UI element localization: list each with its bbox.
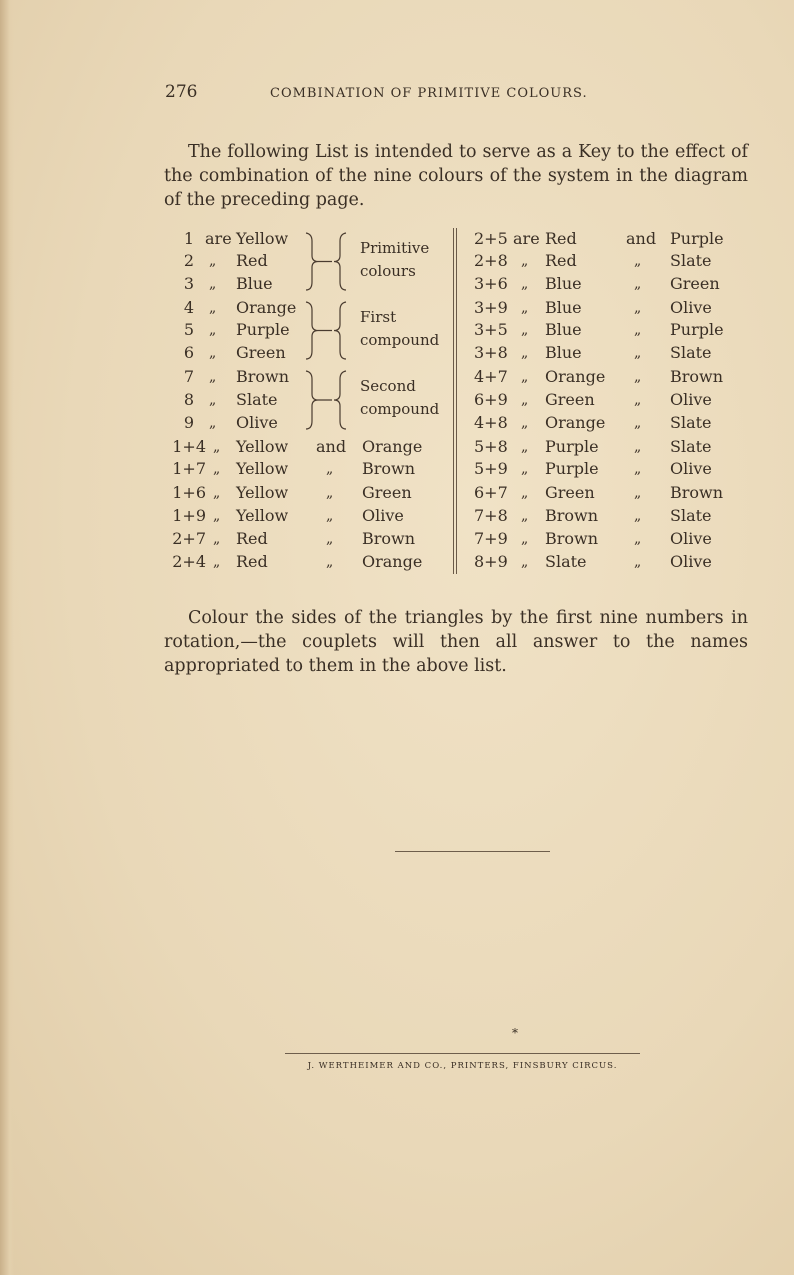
- ditto-mark: „: [634, 276, 642, 292]
- colour-name: Brown: [362, 459, 416, 478]
- ditto-mark: „: [634, 253, 642, 269]
- key-number: 7: [183, 367, 194, 386]
- ditto-mark: „: [326, 554, 334, 570]
- colour-name: Slate: [670, 413, 712, 432]
- colour-name: Purple: [545, 459, 599, 478]
- connector: „: [521, 253, 529, 269]
- page-header: [165, 82, 745, 106]
- outro-paragraph: [164, 606, 748, 678]
- colour-name: Blue: [545, 274, 582, 293]
- connector: „: [213, 461, 221, 477]
- are-word: are: [513, 229, 540, 248]
- connector: „: [521, 369, 529, 385]
- ditto-mark: „: [326, 508, 334, 524]
- key-number: 8: [183, 390, 194, 409]
- group-brace: [296, 300, 356, 361]
- group-label-line2: colours: [360, 262, 416, 280]
- pair-number: 1+4: [172, 437, 206, 456]
- key-number: 3: [183, 274, 194, 293]
- connector: „: [213, 554, 221, 570]
- pair-number: 4+8: [474, 413, 508, 432]
- colour-name: Blue: [545, 343, 582, 362]
- group-brace: [296, 369, 356, 431]
- colour-name: Green: [236, 343, 286, 362]
- colour-name: Blue: [236, 274, 273, 293]
- colour-name: Green: [670, 274, 720, 293]
- pair-number: 2+5: [474, 229, 508, 248]
- footer-rule: [285, 1053, 640, 1054]
- connector: „: [521, 300, 529, 316]
- and-word: and: [626, 229, 657, 248]
- outro-text: Colour the sides of the triangles by the first nine numbers in rotation,—the couplets will then all answer to the names appropriated to them in the above list.: [164, 607, 748, 676]
- column-divider: [453, 228, 457, 574]
- ditto-mark: „: [326, 485, 334, 501]
- pair-number: 4+7: [474, 367, 508, 386]
- pair-number: 1+7: [172, 459, 206, 478]
- ditto-mark: „: [326, 461, 334, 477]
- key-number: 5: [183, 320, 194, 339]
- colour-name: Olive: [670, 552, 712, 571]
- colour-name: Brown: [670, 483, 724, 502]
- pair-number: 1+6: [172, 483, 206, 502]
- colour-name: Orange: [545, 367, 606, 386]
- colour-name: Brown: [545, 529, 599, 548]
- connector: „: [521, 345, 529, 361]
- page-edge-shadow: [0, 0, 14, 1275]
- key-number: 1: [183, 229, 194, 248]
- pair-number: 3+8: [474, 343, 508, 362]
- colour-name: Yellow: [236, 229, 289, 248]
- pair-number: 2+4: [172, 552, 206, 571]
- key-number: 9: [183, 413, 194, 432]
- colour-name: Olive: [670, 390, 712, 409]
- colour-name: Olive: [362, 506, 404, 525]
- intro-paragraph: [164, 140, 748, 212]
- pair-number: 8+9: [474, 552, 508, 571]
- connector: „: [521, 461, 529, 477]
- colour-name: Red: [236, 529, 268, 548]
- connector: „: [209, 300, 217, 316]
- connector: „: [213, 508, 221, 524]
- ditto-mark: „: [634, 415, 642, 431]
- colour-name: Slate: [236, 390, 278, 409]
- colour-name: Slate: [670, 506, 712, 525]
- colour-name: Green: [545, 483, 595, 502]
- connector: „: [521, 485, 529, 501]
- connector: „: [209, 276, 217, 292]
- section-rule: [395, 851, 550, 852]
- connector: „: [521, 415, 529, 431]
- colour-name: Purple: [670, 229, 724, 248]
- ditto-mark: „: [634, 485, 642, 501]
- group-label-line2: compound: [360, 400, 440, 418]
- colour-name: Olive: [670, 459, 712, 478]
- colour-name: Slate: [670, 343, 712, 362]
- colour-name: Red: [236, 552, 268, 571]
- connector: „: [209, 392, 217, 408]
- ditto-mark: „: [634, 322, 642, 338]
- pair-number: 7+8: [474, 506, 508, 525]
- group-label-line2: compound: [360, 331, 440, 349]
- pair-number: 7+9: [474, 529, 508, 548]
- ditto-mark: „: [634, 439, 642, 455]
- group-label-line1: First: [360, 308, 397, 326]
- connector: „: [213, 531, 221, 547]
- connector: „: [521, 322, 529, 338]
- colour-name: Yellow: [236, 437, 289, 456]
- colour-name: Green: [362, 483, 412, 502]
- colour-name: Purple: [236, 320, 290, 339]
- ditto-mark: „: [634, 392, 642, 408]
- page-number: 276: [165, 82, 198, 102]
- pair-number: 3+5: [474, 320, 508, 339]
- ditto-mark: „: [326, 531, 334, 547]
- colour-name: Olive: [236, 413, 278, 432]
- group-label-line1: Primitive: [360, 239, 430, 257]
- colour-name: Slate: [670, 437, 712, 456]
- ditto-mark: „: [634, 461, 642, 477]
- group-brace: [296, 231, 356, 292]
- connector: „: [209, 322, 217, 338]
- intro-text: The following List is intended to serve as a Key to the effect of the combination of the nine colours of the system in the diagram of the preceding page.: [164, 141, 748, 210]
- pair-number: 2+7: [172, 529, 206, 548]
- connector: „: [521, 439, 529, 455]
- colour-name: Olive: [670, 529, 712, 548]
- printer-imprint: J. WERTHEIMER AND CO., PRINTERS, FINSBURY CIRCUS.: [307, 1061, 618, 1071]
- colour-name: Red: [545, 229, 577, 248]
- pair-number: 3+6: [474, 274, 508, 293]
- colour-name: Red: [236, 251, 268, 270]
- connector: „: [209, 369, 217, 385]
- pair-number: 6+9: [474, 390, 508, 409]
- pair-number: 5+8: [474, 437, 508, 456]
- colour-name: Brown: [362, 529, 416, 548]
- colour-name: Blue: [545, 320, 582, 339]
- key-number: 2: [183, 251, 194, 270]
- connector: „: [521, 531, 529, 547]
- connector: „: [521, 554, 529, 570]
- colour-name: Orange: [545, 413, 606, 432]
- key-number: 4: [183, 298, 194, 317]
- running-title: COMBINATION OF PRIMITIVE COLOURS.: [270, 86, 588, 101]
- connector: „: [521, 392, 529, 408]
- colour-name: Yellow: [236, 459, 289, 478]
- colour-name: Slate: [670, 251, 712, 270]
- pair-number: 2+8: [474, 251, 508, 270]
- colour-name: Yellow: [236, 483, 289, 502]
- colour-name: Brown: [545, 506, 599, 525]
- connector: „: [213, 485, 221, 501]
- connector: „: [209, 253, 217, 269]
- colour-name: Orange: [362, 552, 423, 571]
- colour-name: Green: [545, 390, 595, 409]
- connector: „: [209, 415, 217, 431]
- colour-name: Purple: [545, 437, 599, 456]
- pair-number: 5+9: [474, 459, 508, 478]
- connector: „: [213, 439, 221, 455]
- ditto-mark: „: [634, 300, 642, 316]
- ditto-mark: „: [634, 531, 642, 547]
- and-word: and: [316, 437, 347, 456]
- pair-number: 1+9: [172, 506, 206, 525]
- ditto-mark: „: [634, 369, 642, 385]
- connector: „: [209, 345, 217, 361]
- colour-name: Orange: [362, 437, 423, 456]
- connector: are: [205, 229, 232, 248]
- ditto-mark: „: [634, 345, 642, 361]
- colour-name: Blue: [545, 298, 582, 317]
- colour-name: Orange: [236, 298, 297, 317]
- colour-name: Slate: [545, 552, 587, 571]
- pair-number: 6+7: [474, 483, 508, 502]
- ditto-mark: „: [634, 508, 642, 524]
- colour-name: Yellow: [236, 506, 289, 525]
- colour-name: Brown: [670, 367, 724, 386]
- asterism: *: [512, 1026, 518, 1040]
- connector: „: [521, 276, 529, 292]
- ditto-mark: „: [634, 554, 642, 570]
- colour-name: Purple: [670, 320, 724, 339]
- group-label-line1: Second: [360, 377, 416, 395]
- connector: „: [521, 508, 529, 524]
- colour-name: Brown: [236, 367, 290, 386]
- colour-name: Red: [545, 251, 577, 270]
- key-number: 6: [183, 343, 194, 362]
- colour-name: Olive: [670, 298, 712, 317]
- pair-number: 3+9: [474, 298, 508, 317]
